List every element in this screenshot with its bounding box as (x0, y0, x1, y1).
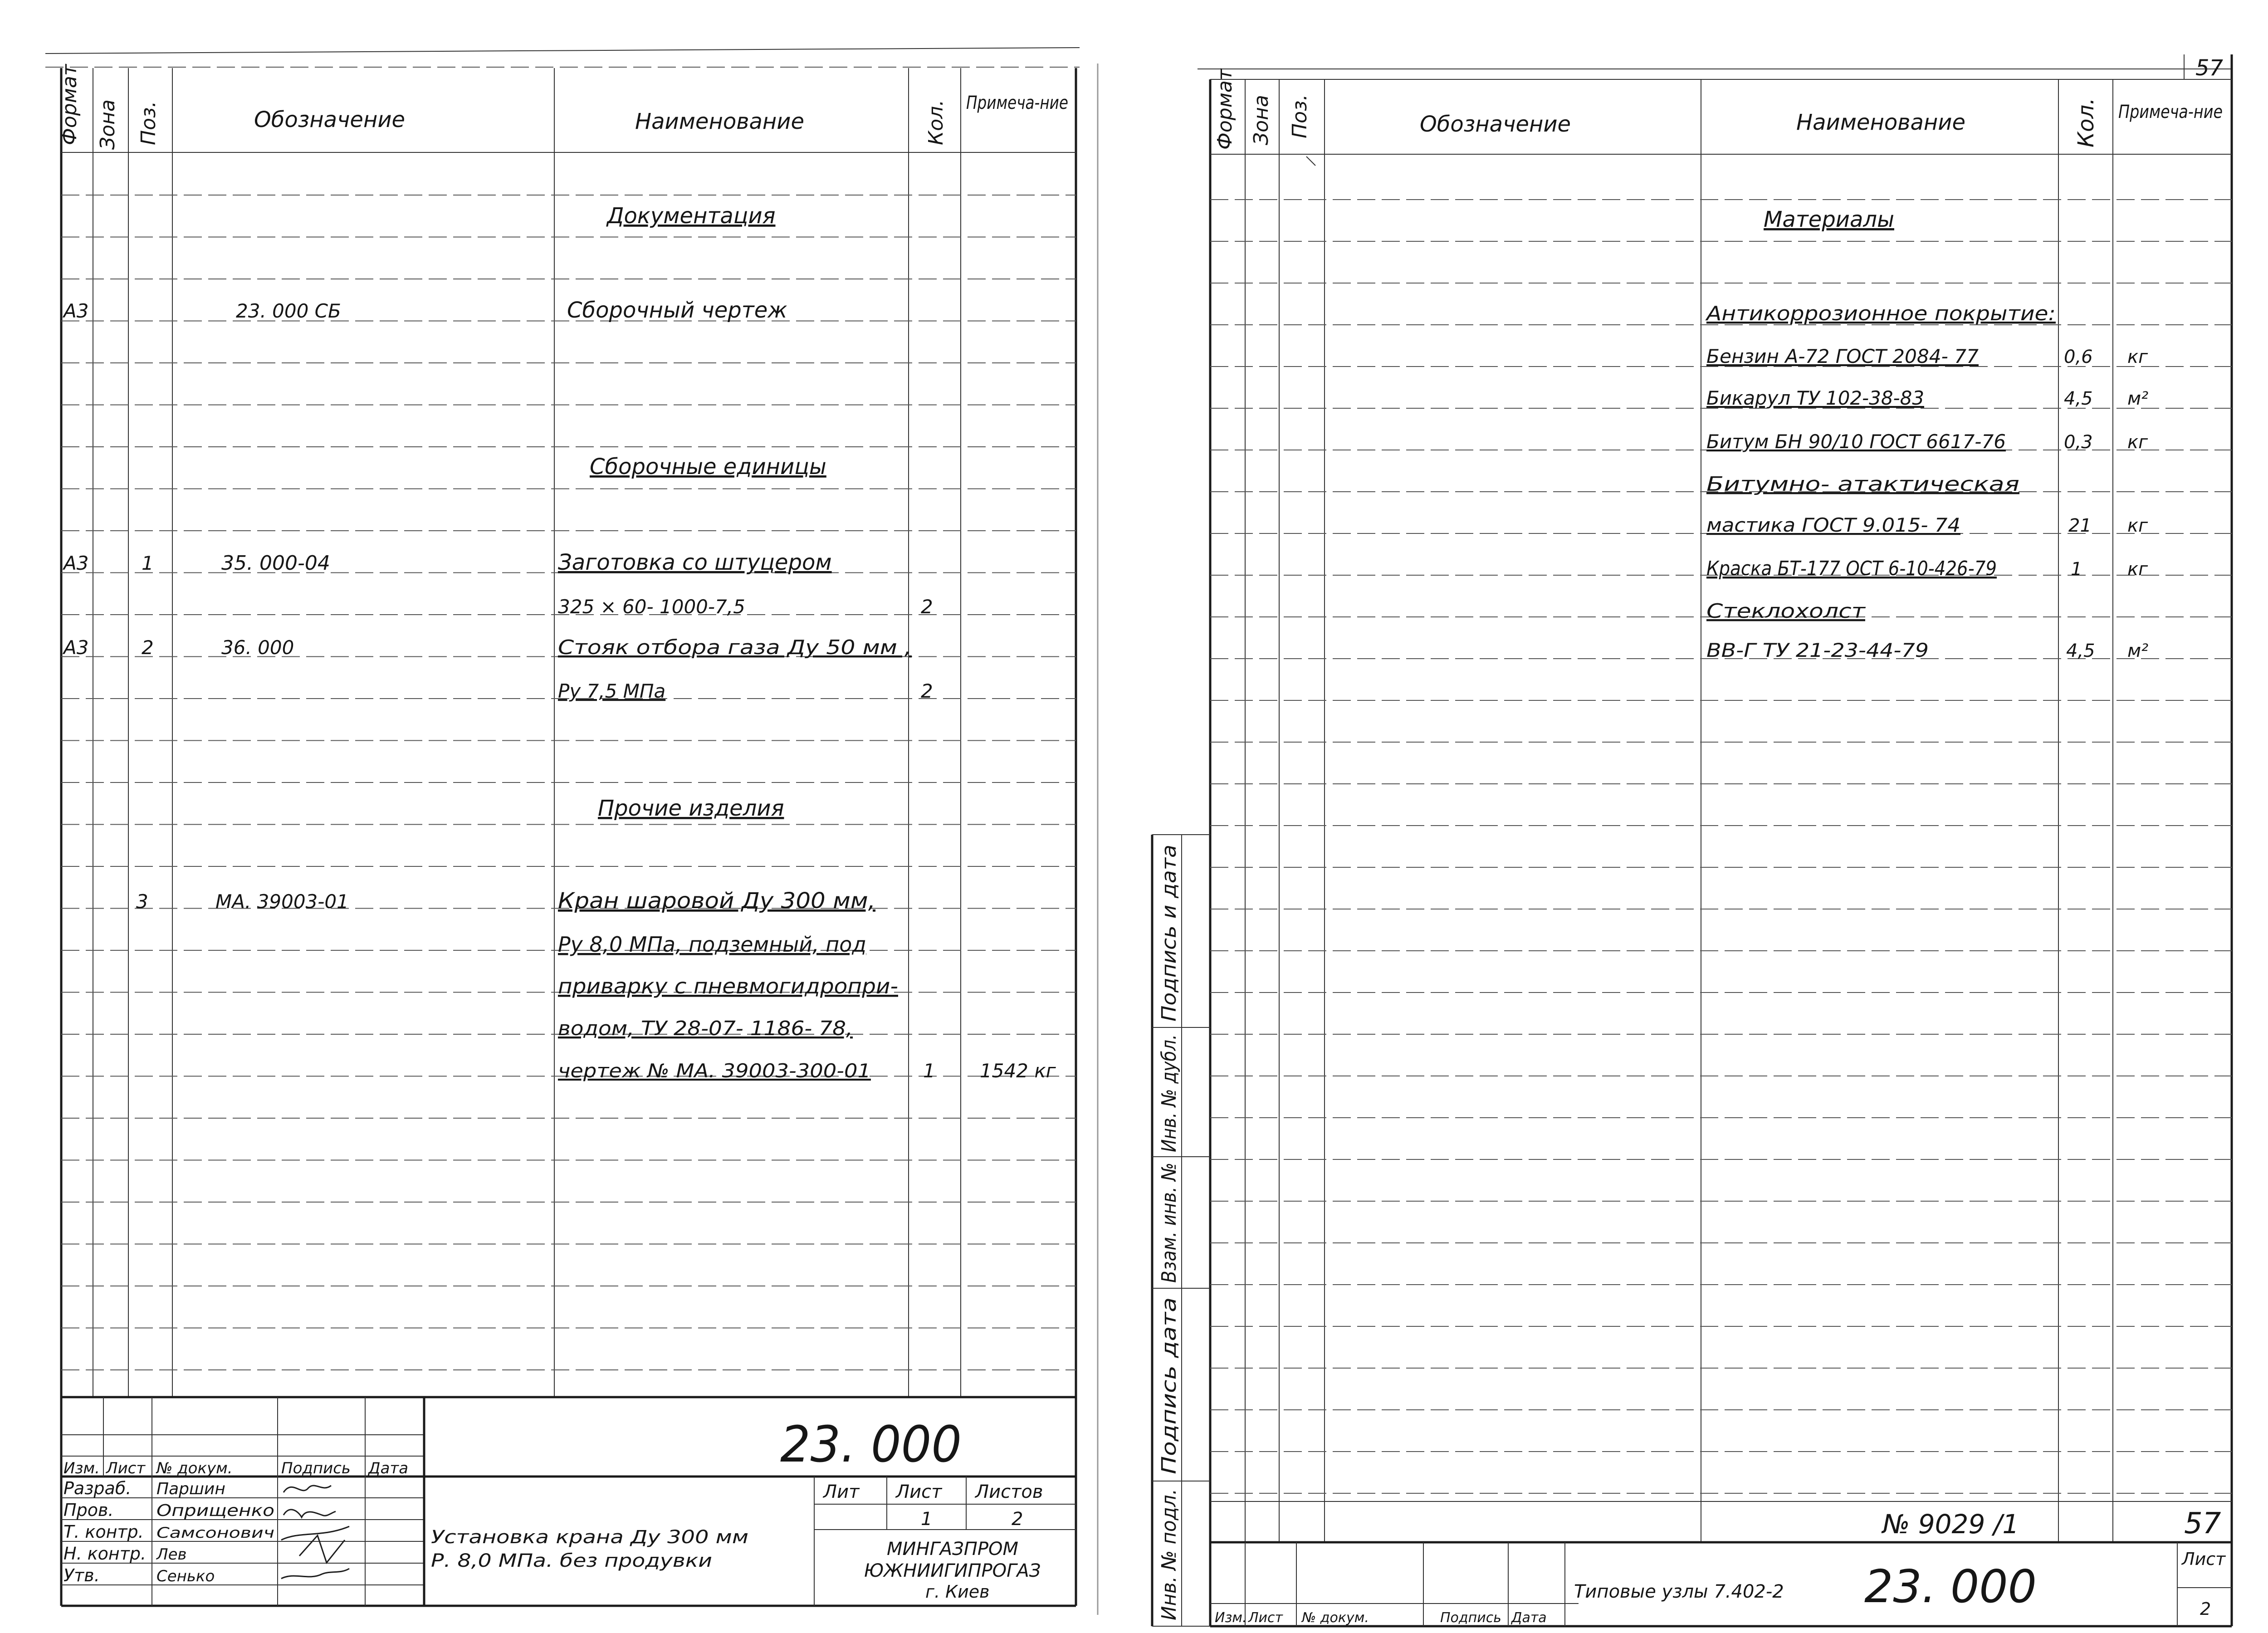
row-name: ВВ-Г ТУ 21-23-44-79 (1706, 639, 1929, 661)
col-sheet: Лист (106, 1459, 146, 1477)
org-line-3: г. Киев (925, 1582, 990, 1602)
row-qty: 0,6 (2064, 347, 2093, 367)
row-designation: МА. 39003-01 (215, 890, 349, 913)
row-qty: 2 (921, 680, 933, 702)
left-title-block (61, 1397, 1076, 1606)
right-row-2 (1706, 345, 2148, 367)
row-pos: 2 (142, 636, 154, 659)
row-qty: 1 (2071, 559, 2082, 580)
col-signature: Подпись (1440, 1610, 1501, 1626)
section-documentation: Документация (607, 203, 776, 229)
left-row-rules (61, 195, 1076, 1370)
header-zone: Зона (1250, 95, 1273, 145)
row-qty: 1 (923, 1060, 935, 1082)
row-name: Битум БН 90/10 ГОСТ 6617-76 (1706, 430, 2006, 453)
header-format: Формат (58, 64, 81, 145)
role-checker: Пров. (64, 1500, 114, 1520)
left-row-4 (62, 636, 912, 659)
row-pos: 1 (142, 552, 154, 574)
label-sheet: Лист (896, 1481, 942, 1502)
header-pos: Поз. (137, 101, 160, 145)
name-approver: Сенько (156, 1567, 215, 1585)
row-note: кг (2127, 559, 2148, 580)
name-developer: Паршин (156, 1480, 225, 1498)
row-name: Ру 7,5 МПа (558, 680, 666, 702)
row-pos: 3 (136, 890, 148, 913)
col-change: Изм. (1215, 1610, 1247, 1626)
side-strip (1152, 835, 1210, 1626)
header-qty: Кол. (2073, 98, 2099, 147)
page-number-bottom: 57 (2184, 1507, 2221, 1540)
col-change: Изм. (64, 1459, 100, 1477)
header-name: Наименование (1796, 110, 1966, 135)
col-date: Дата (1511, 1610, 1547, 1626)
row-name: Бензин А-72 ГОСТ 2084- 77 (1706, 345, 1979, 367)
header-format: Формат (1213, 68, 1237, 150)
row-name: водом, ТУ 28-07- 1186- 78, (558, 1017, 853, 1040)
name-norm-control: Лев (156, 1545, 187, 1564)
left-row-10 (558, 1060, 1056, 1082)
row-note: м² (2127, 388, 2149, 409)
left-row-8 (558, 974, 898, 998)
label-lit: Лит (823, 1481, 860, 1502)
right-code: 23. 000 (1864, 1560, 2037, 1613)
row-name: Стояк отбора газа Ду 50 мм , (558, 636, 912, 659)
section-assembly-units: Сборочные единицы (590, 454, 826, 479)
name-checker: Оприщенко (156, 1501, 274, 1520)
right-sheet-label: Лист (2182, 1549, 2226, 1569)
name-tech-control: Самсонович (156, 1524, 274, 1541)
right-spec-sheet (1152, 54, 2232, 1626)
signature-developer (284, 1486, 331, 1492)
header-designation: Обозначение (1420, 112, 1571, 137)
side-label-signature-date-2: Подпись дата (1158, 1328, 1181, 1474)
role-norm-control: Н. контр. (64, 1544, 147, 1564)
row-name: 325 × 60- 1000-7,5 (558, 596, 745, 618)
header-note: Примеча-ние (2118, 102, 2223, 122)
row-designation: 35. 000-04 (221, 552, 330, 575)
row-format: А3 (64, 300, 89, 322)
right-row-3 (1706, 387, 2148, 409)
row-name: Бикарул ТУ 102-38-83 (1706, 387, 1924, 409)
left-row-2 (62, 550, 832, 575)
right-title-block (1210, 1501, 2232, 1626)
col-doc-no: № докум. (156, 1459, 233, 1477)
row-format: А3 (64, 552, 89, 574)
row-qty: 2 (921, 596, 933, 618)
right-sheet-value: 2 (2200, 1599, 2211, 1619)
row-name: Антикоррозионное покрытие: (1705, 302, 2056, 325)
col-date: Дата (368, 1459, 409, 1477)
row-note: кг (2127, 515, 2148, 536)
row-name: Ру 8,0 МПа, подземный, под (558, 932, 866, 957)
org-line-2: ЮЖНИИГИПРОГАЗ (864, 1560, 1041, 1581)
row-name: Битумно- атактическая (1706, 473, 2019, 496)
right-row-5 (1706, 473, 2019, 496)
side-label-signature-date: Подпись и дата (1158, 856, 1181, 1022)
right-row-6 (1706, 514, 2148, 536)
section-other-items: Прочие изделия (598, 796, 784, 821)
col-doc-no: № докум. (1302, 1610, 1369, 1626)
row-name: Сборочный чертеж (567, 298, 787, 323)
row-qty: 4,5 (2066, 640, 2095, 661)
header-note: Примеча-ние (966, 93, 1068, 113)
page-number-top: 57 (2195, 55, 2224, 81)
header-qty: Кол. (924, 99, 948, 145)
title-code: 23. 000 (780, 1415, 962, 1473)
series-label: Типовые узлы 7.402-2 (1574, 1581, 1784, 1602)
row-note: кг (2127, 432, 2148, 453)
row-note: м² (2127, 640, 2149, 661)
signature-checker (284, 1510, 336, 1517)
row-note: 1542 кг (980, 1060, 1056, 1082)
left-row-1 (62, 298, 787, 323)
row-name: Краска БТ-177 ОСТ 6-10-426-79 (1706, 557, 1997, 580)
row-qty: 21 (2068, 515, 2092, 536)
row-designation: 23. 000 СБ (236, 300, 341, 322)
right-row-1 (1705, 302, 2056, 325)
left-spec-sheet (45, 48, 1080, 1606)
side-label-replace-inv: Взам. инв. № (1158, 1147, 1181, 1283)
row-name: Кран шаровой Ду 300 мм, (558, 888, 875, 914)
left-row-7 (558, 932, 866, 957)
row-designation: 36. 000 (221, 636, 294, 659)
left-row-9 (558, 1017, 853, 1040)
header-designation: Обозначение (254, 107, 406, 132)
sheet-value: 1 (921, 1509, 933, 1530)
role-approver: Утв. (64, 1565, 100, 1585)
row-name: мастика ГОСТ 9.015- 74 (1706, 514, 1960, 536)
row-name: чертеж № МА. 39003-300-01 (558, 1060, 871, 1082)
sheets-value: 2 (1012, 1509, 1023, 1530)
right-row-4 (1706, 430, 2148, 453)
side-label-dup-inv: Инв. № дубл. (1158, 1015, 1181, 1152)
col-sheet: Лист (1248, 1610, 1283, 1626)
role-developer: Разраб. (64, 1478, 132, 1498)
row-name: Заготовка со штуцером (558, 550, 832, 575)
row-name: приварку с пневмогидропри- (558, 974, 898, 998)
row-note: кг (2127, 347, 2148, 367)
header-pos: Поз. (1288, 94, 1311, 138)
label-sheets: Листов (975, 1481, 1043, 1502)
row-qty: 0,3 (2064, 432, 2093, 453)
title-line-1: Установка крана Ду 300 мм (431, 1527, 748, 1548)
title-line-2: Р. 8,0 МПа. без продувки (431, 1550, 712, 1571)
header-zone: Зона (96, 99, 119, 150)
signature-approver (281, 1569, 349, 1579)
org-line-1: МИНГАЗПРОМ (887, 1539, 1018, 1560)
row-qty: 4,5 (2064, 388, 2093, 409)
right-row-9 (1706, 639, 2148, 661)
col-signature: Подпись (281, 1459, 351, 1477)
section-materials: Материалы (1764, 207, 1894, 232)
left-row-6 (136, 888, 875, 914)
role-tech-control: Т. контр. (64, 1522, 144, 1542)
right-row-7 (1706, 557, 2148, 580)
side-label-orig-inv: Инв. № подл. (1158, 1482, 1181, 1620)
row-name: Стеклохолст (1706, 600, 1866, 623)
right-row-8 (1706, 600, 1866, 623)
row-format: А3 (64, 636, 89, 659)
signature-tech-control (281, 1526, 349, 1563)
doc-number: № 9029 /1 (1882, 1509, 2019, 1540)
header-name: Наименование (635, 109, 805, 134)
